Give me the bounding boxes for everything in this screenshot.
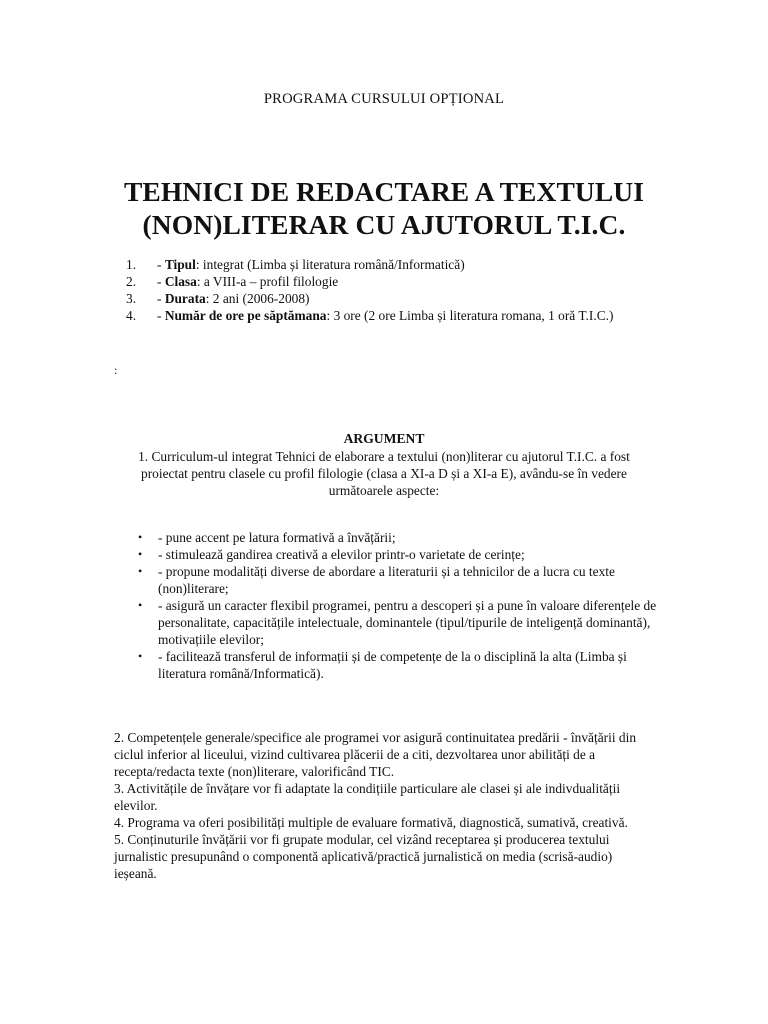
bullet-symbol: • — [138, 530, 143, 544]
bullet-text: - facilitează transferul de informații și de competențe de la o disciplină la alta (Limba și literatura română/Informatică). — [158, 649, 627, 681]
course-title-line-2: (NON)LITERAR CU AJUTORUL T.I.C. — [142, 209, 626, 240]
course-title-line-1: TEHNICI DE REDACTARE A TEXTULUI — [123, 176, 645, 207]
bullet-symbol: • — [138, 547, 143, 561]
bullet-symbol: • — [138, 564, 143, 578]
course-title — [0, 175, 768, 241]
info-item-label: Durata — [164, 291, 206, 306]
bullet-symbol: • — [138, 649, 143, 663]
info-item-label: Număr de ore pe săptămana — [164, 308, 327, 323]
bullet-text: - asigură un caracter flexibil programei, pentru a descoperi și a pune în valoare diferențele de personalitate, capacitățile intelectuale, dominantele (tipul/tipurile de inteligență dominantă), motivațiile elevilor; — [158, 598, 657, 647]
point-paragraph-3: 3. Activitățile de învățare vor fi adaptate la condițiile particulare ale clasei și ale indivdualității elevilor. — [114, 781, 621, 813]
info-item-class — [126, 273, 654, 290]
bullet-text: - propune modalități diverse de abordare a literaturii și a tehnicilor de a lucra cu texte (non)literare; — [158, 564, 615, 596]
info-item-value: : integrat (Limba și literatura română/Informatică) — [195, 257, 465, 272]
course-info-list — [126, 256, 654, 324]
bullet-item — [138, 648, 658, 682]
info-item-prefix: - — [157, 257, 165, 272]
info-item-prefix: - — [157, 274, 165, 289]
argument-bullet-list — [138, 529, 658, 682]
info-item-hours — [126, 307, 654, 324]
info-item-number: 4. — [126, 308, 137, 323]
info-item-prefix: - — [157, 308, 165, 323]
info-item-number: 1. — [126, 257, 137, 272]
point-paragraph-4: 4. Programa va oferi posibilități multiple de evaluare formativă, diagnostică, sumativă, creativă. — [114, 815, 628, 830]
info-item-label: Clasa — [164, 274, 197, 289]
bullet-item — [138, 529, 658, 546]
info-item-value: : 2 ani (2006-2008) — [205, 291, 310, 306]
info-item-type — [126, 256, 654, 273]
bullet-text: - stimulează gandirea creativă a elevilor printr-o varietate de cerințe; — [158, 547, 525, 562]
info-item-value: : a VIII-a – profil filologie — [196, 274, 339, 289]
bullet-text: - pune accent pe latura formativă a învățării; — [158, 530, 396, 545]
info-item-number: 2. — [126, 274, 137, 289]
point-paragraph-2: 2. Competențele generale/specifice ale programei vor asigură continuitatea predării - învățării din ciclul inferior al liceului, vizind cultivarea plăcerii de a citi, dezvoltarea unor abilități de a recepta/redacta texte (non)literare, valorificând TIC. — [114, 730, 637, 779]
info-item-prefix: - — [157, 291, 165, 306]
bullet-item — [138, 546, 658, 563]
bullet-symbol: • — [138, 598, 143, 612]
info-item-number: 3. — [126, 291, 137, 306]
course-subtitle: PROGRAMA CURSULUI OPȚIONAL — [263, 91, 505, 107]
bullet-item — [138, 563, 658, 597]
info-item-duration — [126, 290, 654, 307]
argument-intro-paragraph: 1. Curriculum-ul integrat Tehnici de elaborare a textului (non)literar cu ajutorul T.I.C. a fost proiectat pentru clasele cu profil filologie (clasa a XI-a D și a XI-a E), avându-se în vedere următoarele aspecte: — [138, 449, 630, 498]
numbered-points — [114, 729, 654, 882]
bullet-item — [138, 597, 658, 648]
info-item-value: : 3 ore (2 ore Limba și literatura romana, 1 oră T.I.C.) — [326, 308, 614, 323]
point-paragraph-5: 5. Conținuturile învățării vor fi grupate modular, cel vizând receptarea și producerea textului jurnalistic presupunând o componentă aplicativă/practică jurnalistică on media (scrisă-audio) ieșeană. — [114, 832, 613, 881]
info-item-label: Tipul — [164, 257, 196, 272]
argument-heading: ARGUMENT — [343, 431, 425, 446]
stray-colon: : — [114, 363, 118, 377]
